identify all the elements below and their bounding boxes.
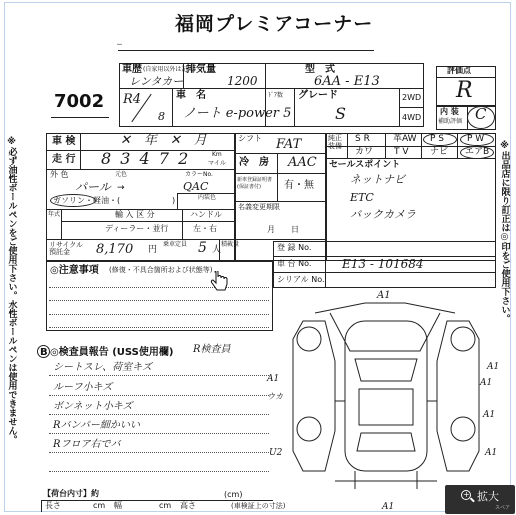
width-unit: cm — [159, 501, 172, 510]
left-side-note: ※必ず油性ボールペンをご使用下さい。水性ボールペンは使用できません。 — [6, 137, 17, 444]
vin-plate-label: 新車登録証明書 (保証書付) — [237, 177, 273, 190]
displacement-value: 1200 — [227, 74, 258, 88]
damage-mark-left-1: A1 — [267, 374, 280, 384]
car-name-label: 車 名 — [176, 90, 206, 101]
equip-sr: S R — [355, 134, 370, 144]
remark-5: Rフロア右でバ — [53, 439, 121, 450]
handle-label: ハンドル — [190, 210, 222, 219]
fuel-value: ガソリン・軽油・( — [53, 196, 121, 205]
color-value: パール — [75, 180, 111, 194]
vin-plate-value: 有・無 — [284, 180, 314, 191]
damage-mark-right-4: A1 — [487, 362, 500, 372]
damage-mark-right-1: A1 — [480, 378, 493, 388]
recycle-label: リサイクル 預託金 — [49, 241, 84, 256]
reg-no-label: 登 録 No. — [277, 243, 312, 252]
color-arrow: → — [117, 183, 125, 193]
drive-4wd-label: 4WD — [402, 113, 422, 122]
remark-4: Rバンパー細かいい — [53, 420, 140, 431]
import-year-label: 年式 — [48, 211, 61, 218]
height-label: 高さ — [180, 501, 196, 510]
interior-circle — [467, 106, 495, 129]
shift-value: FAT — [276, 137, 302, 152]
fuel-circle — [50, 194, 96, 207]
zoom-sub-label: スペア — [495, 505, 511, 511]
equip-pw: P W — [467, 134, 485, 144]
remark-2: ルーフ小キズ — [53, 382, 113, 393]
capacity-unit: 人 — [212, 245, 222, 255]
shaken-label: 車 検 — [52, 136, 76, 147]
cargo-label: 【荷台内寸】約 — [43, 489, 99, 498]
title-underline-dash: ─ — [117, 40, 122, 49]
damage-mark-left-2: U2 — [269, 448, 283, 458]
damage-mark-front: A1 — [377, 290, 391, 301]
damage-mark-rear: A1 — [382, 502, 395, 512]
handle-value: 左・右 — [193, 224, 217, 233]
damage-mark-right-2: A1 — [483, 410, 496, 420]
name-change-label: 名義変更期限 — [238, 203, 280, 211]
car-damage-diagram — [275, 291, 500, 491]
lot-number: 7002 — [54, 91, 105, 112]
length-label: 長さ — [45, 501, 61, 510]
ac-value: AAC — [288, 155, 317, 170]
caution-note: (修復・不具合箇所および状態等) — [109, 266, 213, 274]
damage-mark-left-3: ウカ — [267, 392, 283, 401]
remark-3: ボンネット小キズ — [53, 401, 133, 412]
mileage-unit-mile: マイル — [208, 160, 226, 167]
inspector-circled: B — [40, 347, 48, 358]
length-unit: cm — [93, 501, 106, 510]
equip-leather: カワ — [355, 147, 374, 157]
width-label: 幅 — [114, 501, 122, 510]
mileage-label: 走 行 — [52, 154, 76, 165]
mileage-value: 8 3 4 7 2 — [101, 149, 191, 168]
remark-1: シートスレ、荷室キズ — [53, 362, 152, 373]
rating-value: R — [456, 78, 473, 103]
import-label: 輸 入 区 分 — [115, 210, 155, 219]
year-value: R4 — [123, 92, 142, 107]
shift-label: シフト — [238, 134, 262, 143]
equip-navi: ナビ — [430, 147, 449, 157]
interior-color-label: 内装色 — [198, 194, 217, 201]
hand-cursor-icon[interactable] — [210, 271, 228, 293]
model-value: 6AA - E13 — [314, 74, 380, 89]
cargo-unit: (cm) — [224, 490, 243, 499]
damage-mark-right-3: A1 — [485, 448, 498, 458]
displacement-label: 排気量 — [186, 64, 216, 75]
equipment-label: 純正装備 — [328, 134, 342, 150]
chassis-no-label: 車 台 No. — [277, 259, 312, 268]
ps-circle — [423, 133, 457, 146]
sheet-title: 福岡プレミアコーナー — [175, 13, 374, 35]
zoom-icon: + — [463, 490, 470, 499]
sales-point-1: ネットナビ — [350, 173, 405, 186]
cargo-note: (車検証上の寸法) — [231, 502, 286, 510]
name-change-unit: 月 日 — [267, 225, 299, 234]
chassis-no-value: E13 - 101684 — [342, 257, 424, 271]
capacity-label: 乗車定員 — [163, 241, 188, 248]
equip-aw: 革AW — [393, 134, 417, 144]
color-code-label: カラーNo. — [185, 171, 213, 178]
history-value: レンタカー — [129, 75, 184, 88]
sales-point-2: ETC — [350, 191, 374, 204]
mileage-unit-km: Km — [212, 151, 222, 158]
caution-label: ◎注意事項 — [50, 265, 99, 276]
interior-label: 内 装 — [440, 107, 459, 116]
serial-no-label: シリアル No. — [277, 275, 325, 284]
color-label: 外 色 — [50, 170, 69, 179]
drive-2wd-label: 2WD — [402, 93, 422, 102]
recycle-value: 8,170 — [96, 242, 134, 257]
model-label: 型 式 — [305, 64, 335, 75]
rating-label: 評価点 — [447, 66, 471, 75]
right-side-note: ※出品店に限り訂正は◎印をご使用下さい。 — [499, 141, 510, 323]
load-label: 積載量 — [221, 241, 240, 248]
grade-label: グレード — [298, 90, 338, 101]
recycle-unit: 円 — [148, 245, 158, 255]
inspector-circle — [37, 345, 50, 358]
interior-value: C — [475, 105, 487, 123]
history-label: 車歴 — [122, 64, 142, 75]
fuel-close: ) — [172, 196, 176, 205]
equip-ps: P S — [430, 134, 445, 144]
import-value: ディーラー・並行 — [105, 224, 169, 233]
ac-label: 冷 房 — [239, 157, 269, 168]
zoom-button[interactable] — [445, 485, 515, 514]
inspector-sign: R検査員 — [193, 344, 231, 355]
inspector-label: ◎検査員報告 (USS使用欄) — [50, 347, 174, 358]
auction-sheet — [4, 2, 511, 512]
history-note: (自家用以外は記入) — [143, 66, 196, 73]
car-name-value: ノート e-power 5 — [183, 106, 292, 121]
color-code-value: QAC — [183, 180, 209, 193]
doors-label: ﾄﾞｱ数 — [268, 92, 284, 99]
sales-point-3: バックカメラ — [350, 208, 416, 221]
airbag-circle — [460, 146, 494, 159]
equip-airbag: エアB — [465, 147, 490, 157]
pw-circle — [460, 133, 494, 146]
color-original-label: 元色 — [115, 171, 128, 178]
capacity-value: 5 — [198, 240, 207, 256]
zoom-label: 拡大 — [477, 490, 499, 503]
interior-sub-label: 補助評価 — [438, 118, 463, 125]
sales-points-label: セールスポイント — [329, 160, 401, 170]
shaken-value: ✕ 年 ✕ 月 — [120, 133, 207, 148]
equip-tv: T V — [394, 147, 409, 157]
grade-value: S — [335, 104, 346, 123]
month-value: 8 — [158, 110, 165, 123]
